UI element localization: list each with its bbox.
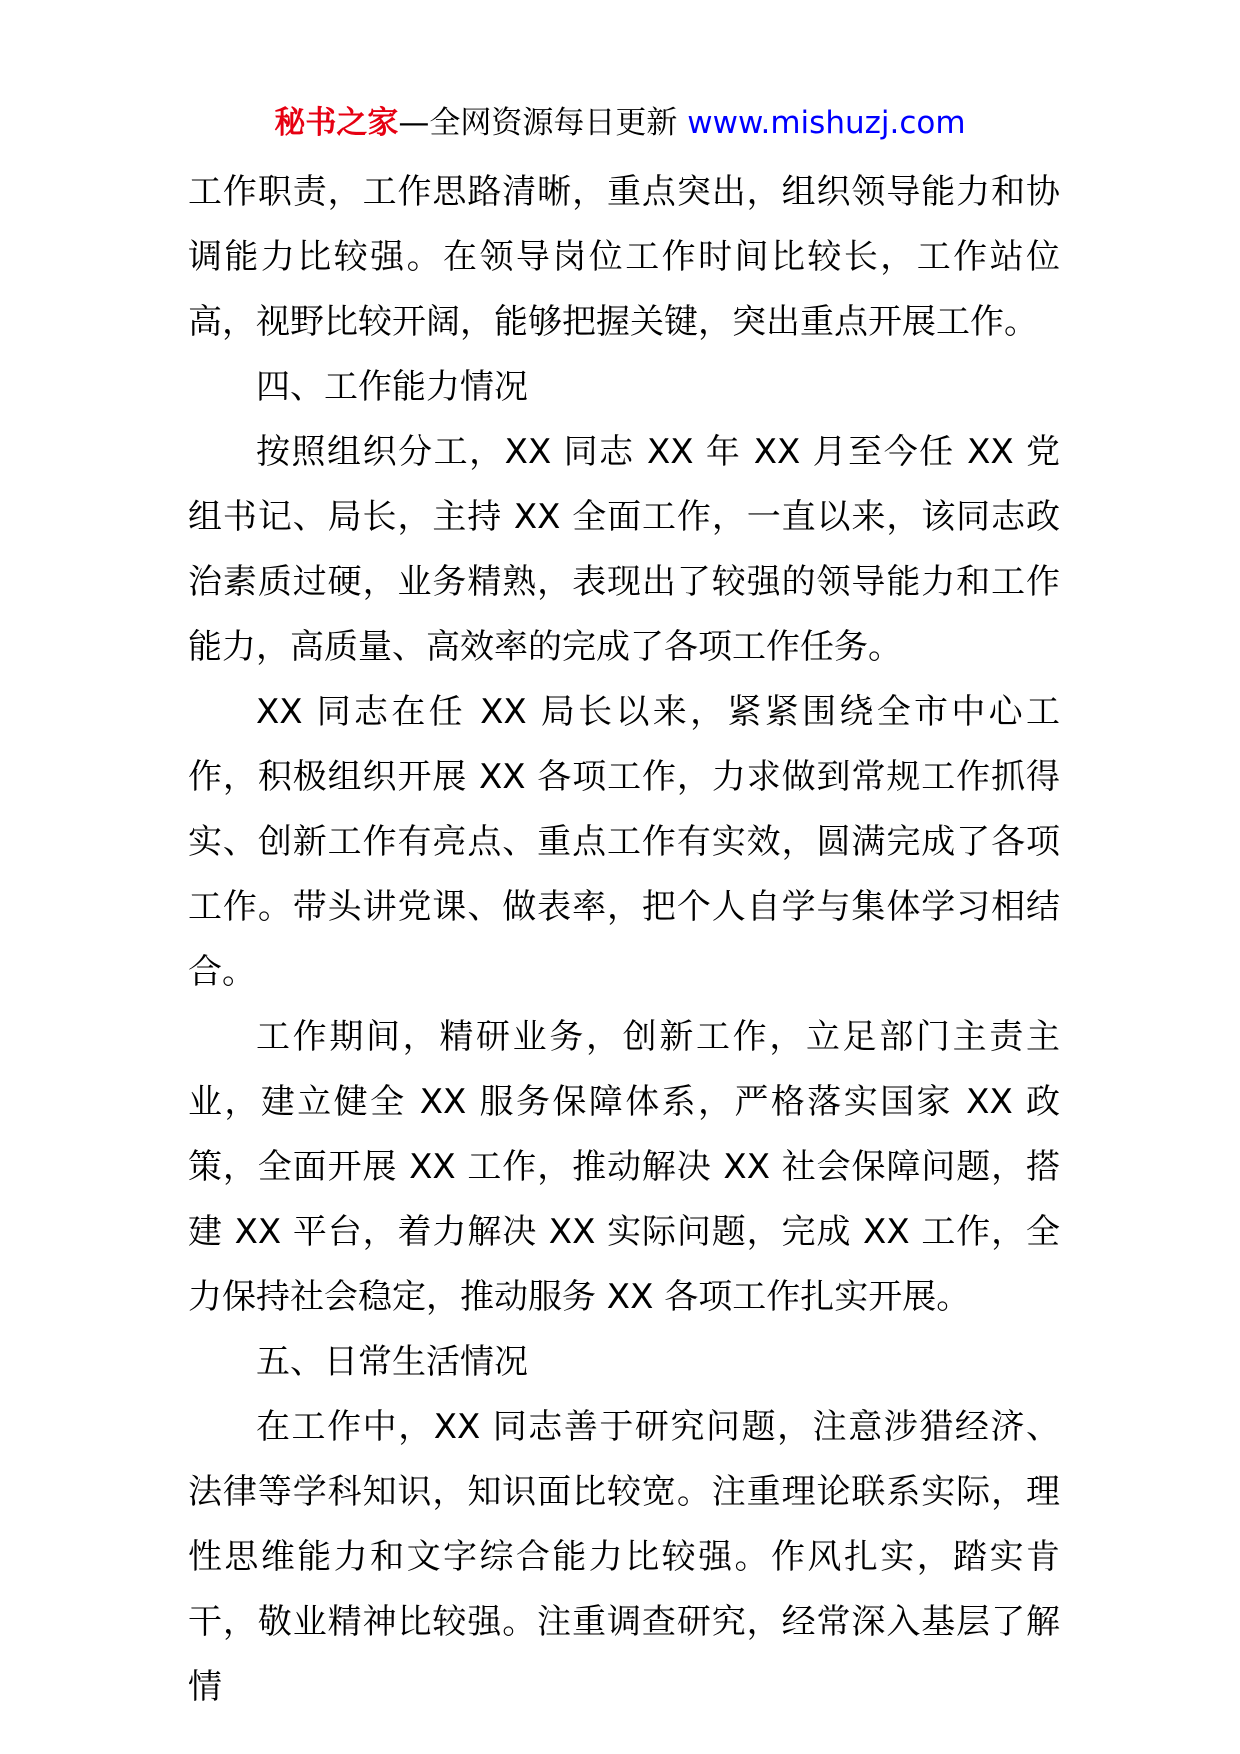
section-heading-work-ability: 四、工作能力情况 [256,367,528,407]
section-heading-daily-life: 五、日常生活情况 [256,1342,528,1382]
paragraph: 工作期间，精研业务，创新工作，立足部门主责主业，建立健全 XX 服务保障体系，严格落实国家 XX 政策，全面开展 XX 工作，推动解决 XX 社会保障问题，搭建 XX 平台，着力解决 XX 实际问题，完成 XX 工作，全力保持社会稳定，推动服务 XX 各项工作扎实开展。 [188,1017,1060,1317]
site-url-link[interactable]: www.mishuzj.com [687,105,966,141]
paragraph: XX 同志在任 XX 局长以来，紧紧围绕全市中心工作，积极组织开展 XX 各项工作，力求做到常规工作抓得实、创新工作有亮点、重点工作有实效，圆满完成了各项工作。带头讲党课、做表率，把个人自学与集体学习相结合。 [188,692,1060,992]
header-tagline: —全网资源每日更新 [398,105,678,141]
paragraph: 在工作中，XX 同志善于研究问题，注意涉猎经济、法律等学科知识，知识面比较宽。注重理论联系实际，理性思维能力和文字综合能力比较强。作风扎实，踏实肯干，敬业精神比较强。注重调查研究，经常深入基层了解情 [188,1407,1060,1707]
brand-name: 秘书之家 [274,105,399,141]
paragraph-continuation: 工作职责，工作思路清晰，重点突出，组织领导能力和协调能力比较强。在领导岗位工作时间比较长，工作站位高，视野比较开阔，能够把握关键，突出重点开展工作。 [188,172,1060,342]
paragraph: 按照组织分工，XX 同志 XX 年 XX 月至今任 XX 党组书记、局长，主持 XX 全面工作，一直以来，该同志政治素质过硬，业务精熟，表现出了较强的领导能力和工作能力，高质量、高效率的完成了各项工作任务。 [188,432,1060,667]
page-header [0,100,1240,146]
document-body [188,160,1060,1720]
